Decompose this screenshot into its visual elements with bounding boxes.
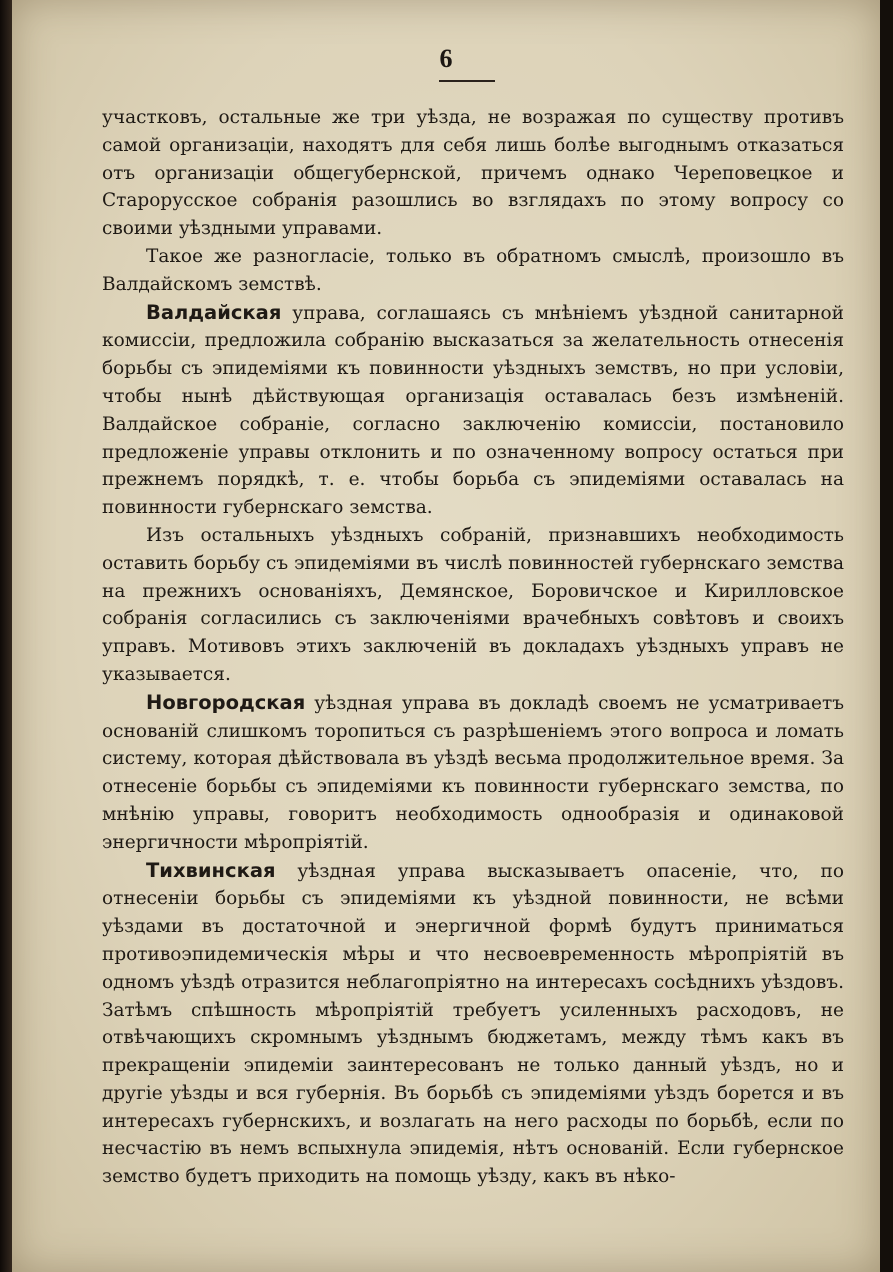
book-page <box>12 0 880 1272</box>
paragraph-6-text: уѣздная управа высказываетъ опасеніе, что, по отнесеніи борьбы съ эпидеміями къ уѣздной повинности, не всѣми уѣздами въ достаточной и энергичной формѣ будутъ приниматься противоэпидемическія мѣры и что несвоевременность мѣропріятій въ одномъ уѣздѣ отразится неблагопріятно на интересахъ сосѣднихъ уѣздовъ. Затѣмъ спѣшность мѣропріятій требуетъ усиленныхъ расходовъ, не отвѣчающихъ скромнымъ уѣзднымъ бюджетамъ, между тѣмъ какъ въ прекращеніи эпидеміи заинтересованъ не только данный уѣздъ, но и другіе уѣзды и вся губернія. Въ борьбѣ съ эпидеміями уѣздъ борется и въ интересахъ губернскихъ, и возлагать на него расходы по борьбѣ, если по несчастію въ немъ вспыхнула эпидемія, нѣтъ основаній. Если губернское земство будетъ приходить на помощь уѣзду, какъ въ нѣко- <box>102 860 844 1188</box>
paragraph-4 <box>102 522 844 689</box>
paragraph-3-text: управа, соглашаясь съ мнѣніемъ уѣздной санитарной комиссіи, предложила собранію высказаться за желательность отнесенія борьбы съ эпидеміями къ повинности уѣздныхъ земствъ, но при условіи, чтобы нынѣ дѣйствующая организація оставалась безъ измѣненій. Валдайское собраніе, согласно заключенію комиссіи, постановило предложеніе управы отклонить и по означенному вопросу остаться при прежнемъ порядкѣ, т. е. чтобы борьба съ эпидеміями оставалась на повинности губернскаго земства. <box>102 302 844 519</box>
paragraph-2-text: Такое же разногласіе, только въ обратномъ смыслѣ, произошло въ Валдайскомъ земствѣ. <box>102 245 844 295</box>
paragraph-4-text: Изъ остальныхъ уѣздныхъ собраній, признавшихъ необходимость оставить борьбу съ эпидеміями въ числѣ повинностей губернскаго земства на прежнихъ основаніяхъ, Демянское, Боровичское и Кирилловское собранія согласились съ заключеніями врачебныхъ совѣтовъ и своихъ управъ. Мотивовъ этихъ заключеній въ докладахъ уѣздныхъ управъ не указывается. <box>102 524 844 685</box>
page-number: 6 <box>439 44 453 73</box>
paragraph-1-text: участковъ, остальные же три уѣзда, не возражая по существу противъ самой организаціи, находятъ для себя лишь болѣе выгоднымъ отказаться отъ организаціи общегубернской, причемъ однако Череповецкое и Старорусское собранія разошлись во взглядахъ по этому вопросу со своими уѣздными управами. <box>102 107 844 240</box>
paragraph-6-lead: Тихвинская <box>146 858 276 882</box>
paragraph-1 <box>102 104 844 243</box>
paragraph-3-lead: Валдайская <box>146 300 282 324</box>
body-text <box>102 104 844 1191</box>
paragraph-6 <box>102 857 844 1192</box>
paragraph-5-lead: Новгородская <box>146 690 306 714</box>
paragraph-2 <box>102 243 844 299</box>
paragraph-5 <box>102 689 844 857</box>
paragraph-3 <box>102 299 844 522</box>
page-number-rule <box>439 80 495 82</box>
paragraph-5-text: уѣздная управа въ докладѣ своемъ не усматриваетъ основаній слишкомъ торопиться съ разрѣшеніемъ этого вопроса и ломать систему, которая дѣйствовала въ уѣздѣ весьма продолжительное время. За отнесеніе борьбы съ эпидеміями къ повинности губернскаго земства, по мнѣнію управы, говоритъ необходимость однообразія и одинаковой энергичности мѣропріятій. <box>102 692 844 853</box>
